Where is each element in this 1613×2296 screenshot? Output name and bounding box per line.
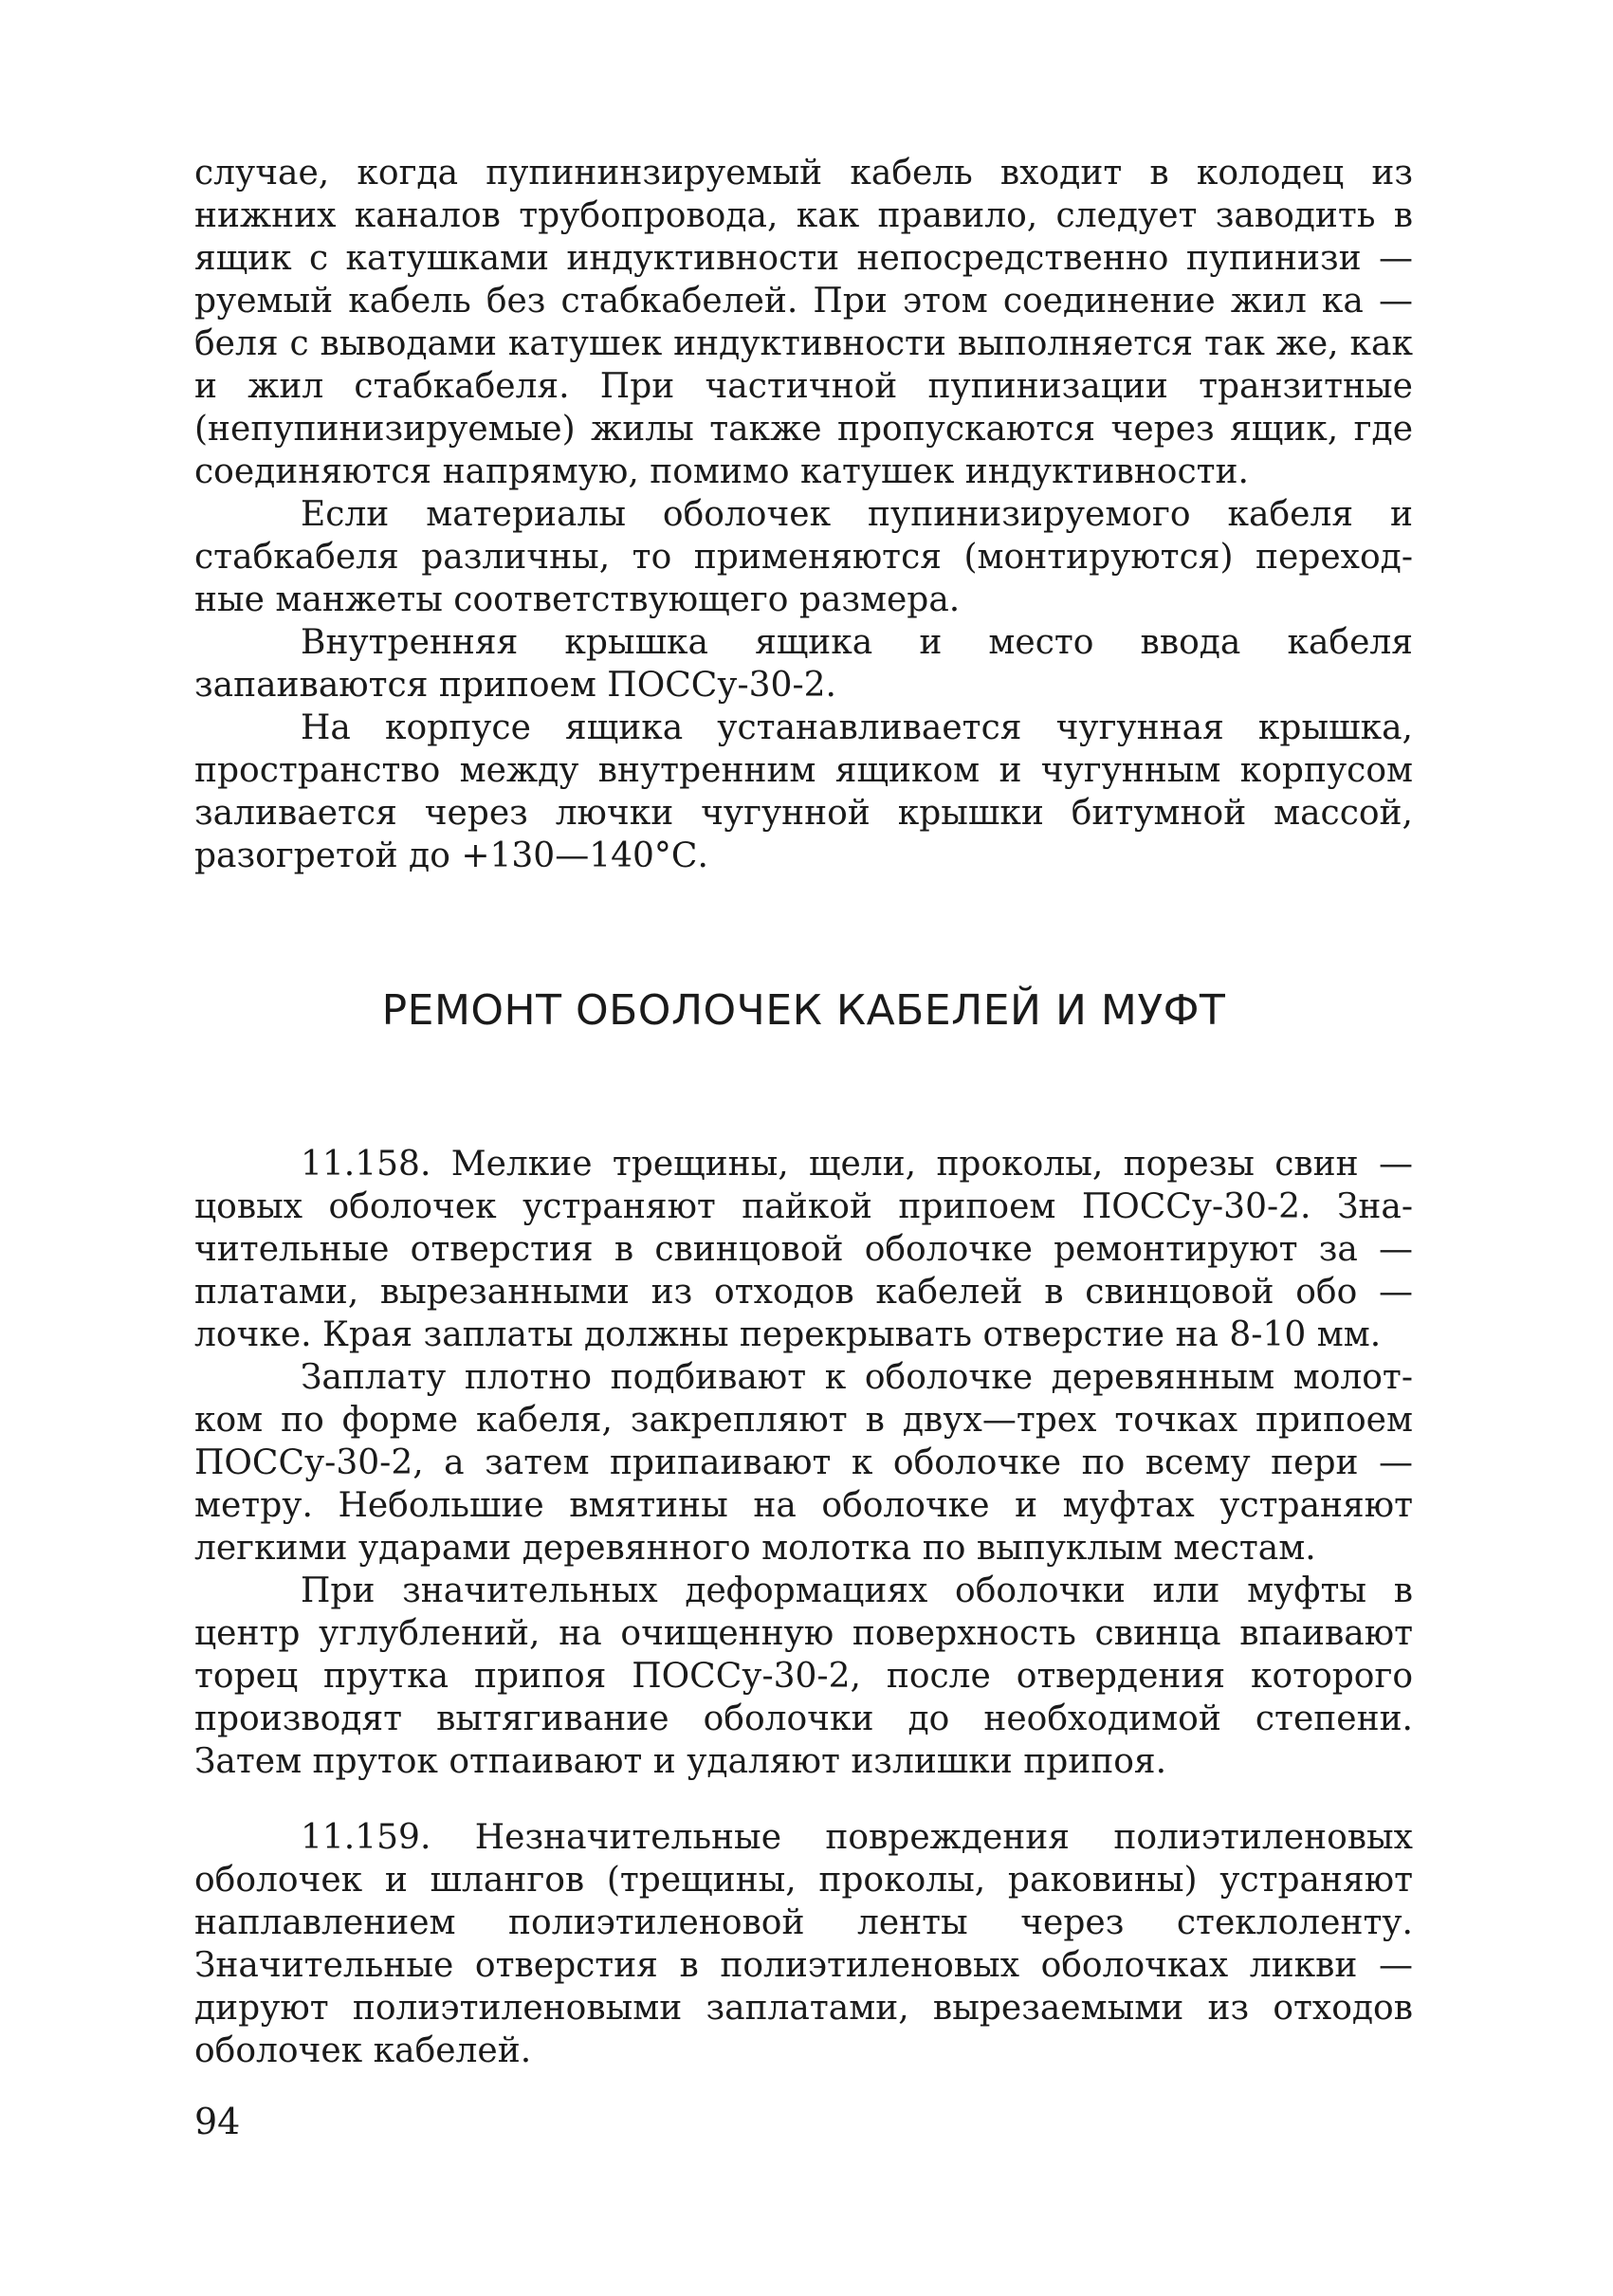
paragraph-patch: Заплату плотно подбивают к оболочке деревянным молот- ком по форме кабеля, закрепляют в двух—трех точках припоем ПОССу-30-2, а затем припаивают к оболочке по всему пери — метру. Небольшие вмятины на оболочке и муфтах устраняют легкими ударами деревянного молотка по выпуклым местам. — [194, 1358, 1413, 1568]
page-number: 94 — [194, 2101, 241, 2142]
paragraph-3: Внутренняя крышка ящика и место ввода кабеля запаиваются припоем ПОССу-30-2. — [194, 623, 1413, 705]
paragraph-deformation: При значительных деформациях оболочки или муфты в центр углублений, на очищенную поверхность свинца впаивают торец прутка припоя ПОССу-30-2, после отвердения которого производят вытягивание оболочки до необходимой степени. Затем пруток отпаивают и удаляют излишки припоя. — [194, 1571, 1413, 1781]
text-block-11-159 — [194, 1816, 1413, 2072]
paragraph-11-159: 11.159. Незначительные повреждения полиэтиленовых оболочек и шлангов (трещины, проколы, раковины) устраняют наплавлением полиэтиленовой ленты через стеклоленту. Значительные отверстия в полиэтиленовых оболочках ликви — дируют полиэтиленовыми заплатами, вырезаемыми из отходов оболочек кабелей. — [194, 1818, 1413, 2070]
text-block-11-158 — [194, 1143, 1413, 1783]
text-block-top — [194, 152, 1413, 877]
paragraph-4: На корпусе ящика устанавливается чугунная крышка, пространство между внутренним ящиком и чугунным корпусом заливается через лючки чугунной крышки битумной массой, разогретой до +130—140°С. — [194, 708, 1413, 875]
section-heading: РЕМОНТ ОБОЛОЧЕК КАБЕЛЕЙ И МУФТ — [381, 986, 1226, 1035]
paragraph-11-158: 11.158. Мелкие трещины, щели, проколы, порезы свин — цовых оболочек устраняют пайкой припоем ПОССу-30-2. Зна- чительные отверстия в свинцовой оболочке ремонтируют за — платами, вырезанными из отходов кабелей в свинцовой обо — лочке. Края заплаты должны перекрывать отверстие на 8-10 мм. — [194, 1145, 1413, 1354]
paragraph-1: случае, когда пупининзируемый кабель входит в колодец из нижних каналов трубопровода, как правило, следует заводить в ящик с катушками индуктивности непосредственно пупинизи — руемый кабель без стабкабелей. При этом соединение жил ка — беля с выводами катушек индуктивности выполняется так же, как и жил стабкабеля. При частичной пупинизации транзитные (непупинизируемые) жилы также пропускаются через ящик, где соединяются напрямую, помимо катушек индуктивности. — [194, 154, 1413, 491]
document-page — [194, 152, 1413, 2238]
paragraph-2: Если материалы оболочек пупинизируемого кабеля и стабкабеля различны, то применяются (монтируются) переход- ные манжеты соответствующего размера. — [194, 495, 1413, 619]
